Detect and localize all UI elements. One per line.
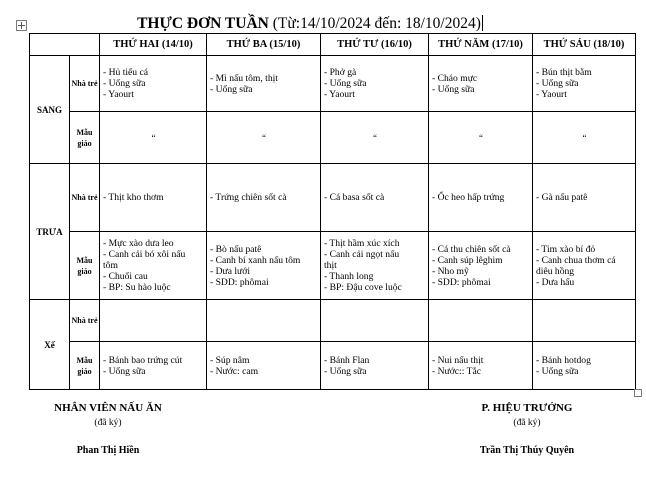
day-header: THỨ TƯ (16/10)	[321, 34, 429, 56]
menu-item: - Mực xào dưa leo	[103, 238, 174, 249]
menu-item: - Chuối cau	[103, 271, 148, 282]
menu-item: - Thanh long	[324, 271, 374, 282]
menu-item: - Cháo mực	[432, 72, 478, 84]
table-row	[30, 232, 636, 300]
meal-label: SANG	[30, 56, 70, 164]
day-header: THỨ BA (15/10)	[207, 34, 321, 56]
ditto-mark: “	[151, 133, 156, 143]
group-label: Mẫu giáo	[70, 232, 100, 300]
menu-cell[interactable]	[321, 164, 429, 232]
ditto-mark: “	[582, 133, 587, 143]
menu-item: - BP: Su hào luộc	[103, 282, 171, 293]
menu-cell[interactable]	[321, 232, 429, 300]
menu-item: - Súp nâm	[210, 354, 250, 366]
menu-cell[interactable]	[321, 56, 429, 112]
menu-cell[interactable]	[429, 164, 533, 232]
table-row	[30, 342, 636, 390]
menu-cell[interactable]	[533, 112, 636, 164]
menu-cell[interactable]	[321, 300, 429, 342]
menu-item: - Bánh bao trứng cút	[103, 354, 183, 366]
menu-cell[interactable]	[429, 112, 533, 164]
menu-item: - Dưa lưới	[210, 265, 250, 277]
menu-item: - Trứng chiên sốt cà	[210, 192, 287, 203]
menu-cell[interactable]	[100, 300, 207, 342]
menu-item: - Uống sữa	[324, 78, 367, 89]
menu-cell[interactable]	[429, 342, 533, 390]
menu-item: - Canh cải bó xôi nấu	[103, 249, 186, 260]
menu-item: - Tim xào bí đỏ	[536, 243, 596, 255]
menu-item: - Yaourt	[103, 89, 134, 100]
menu-item: - Ốc heo hấp trứng	[432, 192, 505, 203]
menu-item: - Uống sữa	[536, 365, 579, 377]
table-resize-handle[interactable]	[634, 389, 642, 397]
menu-cell[interactable]	[321, 112, 429, 164]
group-label: Mẫu giáo	[70, 112, 100, 164]
menu-item: - Uống sữa	[536, 78, 579, 89]
ditto-mark: “	[262, 133, 266, 143]
menu-cell[interactable]	[533, 342, 636, 390]
group-label: Nhà trẻ	[70, 300, 100, 342]
day-header: THỨ SÁU (18/10)	[533, 34, 636, 56]
menu-cell[interactable]	[100, 164, 207, 232]
group-label: Nhà trẻ	[70, 56, 100, 112]
header-row	[30, 34, 636, 56]
menu-cell[interactable]	[100, 112, 207, 164]
menu-cell[interactable]	[100, 342, 207, 390]
menu-item: - Canh chua thơm cá	[536, 254, 616, 266]
menu-item: - Cá thu chiên sốt cà	[432, 243, 511, 255]
menu-item: - Uống sữa	[432, 83, 475, 95]
page-title	[0, 15, 620, 33]
menu-item: thịt	[324, 260, 337, 271]
menu-cell[interactable]	[533, 56, 636, 112]
menu-cell[interactable]	[429, 300, 533, 342]
menu-cell[interactable]	[100, 232, 207, 300]
menu-item: - Nui nấu thịt	[432, 354, 484, 366]
signature-name: Phan Thị Hiền	[76, 445, 140, 456]
menu-item: - Bánh Flan	[324, 354, 370, 366]
menu-cell[interactable]	[429, 232, 533, 300]
title-date-range: (Từ:14/10/2024 đến: 18/10/2024)	[268, 15, 481, 32]
menu-item: - Phở gà	[324, 67, 357, 78]
day-header: THỨ NĂM (17/10)	[429, 34, 533, 56]
menu-cell[interactable]	[533, 300, 636, 342]
day-header: THỨ HAI (14/10)	[100, 34, 207, 56]
menu-item: - Uống sữa	[103, 78, 146, 89]
menu-cell[interactable]	[533, 232, 636, 300]
title-main: THỰC ĐƠN TUẦN	[137, 15, 269, 32]
table-row	[30, 56, 636, 112]
menu-cell[interactable]	[207, 112, 321, 164]
group-label: Mẫu giáo	[70, 342, 100, 390]
text-caret	[482, 15, 483, 31]
menu-cell[interactable]	[207, 342, 321, 390]
signature-right	[463, 401, 591, 458]
table-row	[30, 112, 636, 164]
signature-signed: (đã ký)	[94, 418, 122, 428]
menu-item: - Canh súp lêghim	[432, 254, 503, 266]
menu-item: - Nước: cam	[210, 365, 259, 377]
menu-item: - SDD: phômai	[210, 276, 269, 288]
menu-item: - Dưa hấu	[536, 276, 575, 288]
menu-cell[interactable]	[100, 56, 207, 112]
menu-cell[interactable]	[207, 232, 321, 300]
meal-label: Xế	[30, 300, 70, 390]
menu-item: - Hủ tiếu cá	[103, 67, 149, 78]
menu-item: - Uống sữa	[103, 365, 146, 377]
signature-signed: (đã ký)	[513, 418, 541, 428]
menu-cell[interactable]	[321, 342, 429, 390]
signature-role: NHÂN VIÊN NẤU ĂN	[54, 402, 162, 414]
menu-item: - Cá basa sốt cà	[324, 192, 385, 203]
table-row	[30, 300, 636, 342]
menu-item: - Canh cải ngọt nấu	[324, 249, 400, 260]
menu-item: - Thịt kho thơm	[103, 192, 164, 203]
menu-item: - Nho mỹ	[432, 265, 469, 277]
menu-item: - Nước:: Tắc	[432, 365, 481, 377]
menu-item: tôm	[103, 260, 118, 271]
menu-item: - Uống sữa	[324, 365, 367, 377]
menu-item: - Bún thịt bằm	[536, 67, 592, 78]
menu-cell[interactable]	[207, 164, 321, 232]
table-row	[30, 164, 636, 232]
signature-role: P. HIỆU TRƯỞNG	[481, 402, 573, 414]
weekly-menu-table	[29, 33, 636, 390]
menu-item: - Yaourt	[324, 89, 355, 100]
menu-item: - BP: Đậu cove luộc	[324, 282, 402, 293]
menu-item: - Bánh hotdog	[536, 354, 591, 366]
menu-cell[interactable]	[429, 56, 533, 112]
menu-item: diêu hồng	[536, 265, 575, 277]
menu-item: - Mì nấu tôm, thịt	[210, 72, 278, 84]
ditto-mark: “	[479, 133, 483, 143]
meal-label: TRƯA	[30, 164, 70, 300]
ditto-mark: “	[373, 133, 377, 143]
corner-cell	[30, 34, 100, 56]
group-label: Nhà trẻ	[70, 164, 100, 232]
menu-item: - Uống sữa	[210, 83, 253, 95]
menu-item: - Yaourt	[536, 89, 567, 100]
menu-item: - Thịt hầm xúc xích	[324, 238, 400, 249]
menu-item: - Gà nấu patê	[536, 192, 588, 203]
menu-cell[interactable]	[207, 56, 321, 112]
signature-left	[44, 401, 172, 458]
menu-item: - SDD: phômai	[432, 276, 491, 288]
menu-cell[interactable]	[533, 164, 636, 232]
menu-body	[30, 56, 636, 390]
menu-cell[interactable]	[207, 300, 321, 342]
menu-item: - Canh bí xanh nấu tôm	[210, 254, 301, 266]
signature-name: Trần Thị Thúy Quyên	[479, 445, 575, 456]
menu-item: - Bò nấu patê	[210, 243, 262, 255]
